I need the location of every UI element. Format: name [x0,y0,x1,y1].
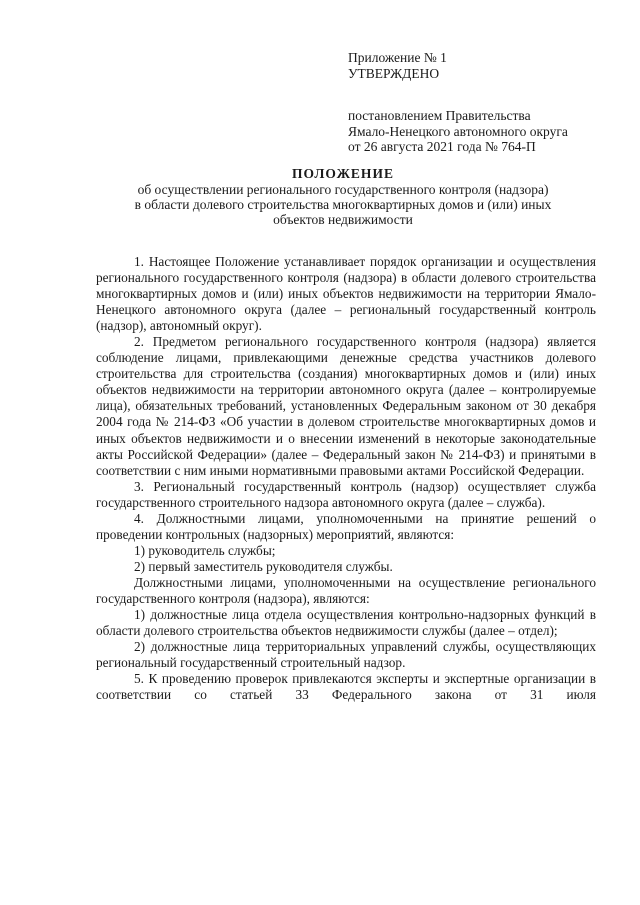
paragraph-3: 3. Региональный государственный контроль (надзор) осуществляет служба государственного строительного надзора автономного округа (далее – служба). [96,478,596,510]
approved-stamp: УТВЕРЖДЕНО [348,65,440,81]
decree-line: Ямало-Ненецкого автономного округа [348,123,568,139]
paragraph-4b: Должностными лицами, уполномоченными на осуществление регионального государственного контроля (надзора), являются: [96,574,596,606]
paragraph-1: 1. Настоящее Положение устанавливает порядок организации и осуществления регионального государственного контроля (надзора) в области долевого строительства многоквартирных домов и (или) иных объектов недвижимости на территории Ямало-Ненецкого автономного округа (далее – региональный государственный контроль (надзор), автономный округ). [96,254,596,334]
appendix-number: Приложение № 1 [348,50,447,65]
title-subtitle-line: об осуществлении регионального государственного контроля (надзора) [137,182,549,197]
list-item: 1) должностные лица отдела осуществления контрольно-надзорных функций в области долевого строительства объектов недвижимости службы (далее – отдел); [96,607,596,639]
decree-line: постановлением Правительства [348,108,531,123]
document-title [90,166,596,227]
title-subtitle-line: объектов недвижимости [273,212,413,227]
list-item: 2) первый заместитель руководителя службы. [134,558,393,574]
title-subtitle-line: в области долевого строительства многоквартирных домов и (или) иных [134,197,552,212]
paragraph-2: 2. Предметом регионального государственного контроля (надзора) является соблюдение лицами, привлекающими денежные средства участников долевого строительства для строительства (создания) многоквартирных домов и (или) иных объектов недвижимости на территории автономного округа (далее – контролируемые лица), обязательных требований, установленных Федеральным законом от 30 декабря 2004 года № 214-ФЗ «Об участии в долевом строительстве многоквартирных домов и иных объектов недвижимости и о внесении изменений в некоторые законодательные акты Российской Федерации» (далее – Федеральный закон № 214-ФЗ) и принятыми в соответствии с ним иными нормативными правовыми актами Российской Федерации. [96,334,596,478]
document-body [96,254,596,703]
paragraph-5: 5. К проведению проверок привлекаются эксперты и экспертные организации в соответствии со статьей 33 Федерального закона от 31 июля [96,671,596,703]
title-heading: ПОЛОЖЕНИЕ [292,166,394,181]
paragraph-4: 4. Должностными лицами, уполномоченными на принятие решений о проведении контрольных (надзорных) мероприятий, являются: [96,510,596,542]
list-item: 1) руководитель службы; [134,542,276,558]
decree-date: от 26 августа 2021 года № 764-П [348,139,536,154]
approval-header [348,50,568,155]
list-item: 2) должностные лица территориальных управлений службы, осуществляющих региональный государственный строительный надзор. [96,639,596,671]
